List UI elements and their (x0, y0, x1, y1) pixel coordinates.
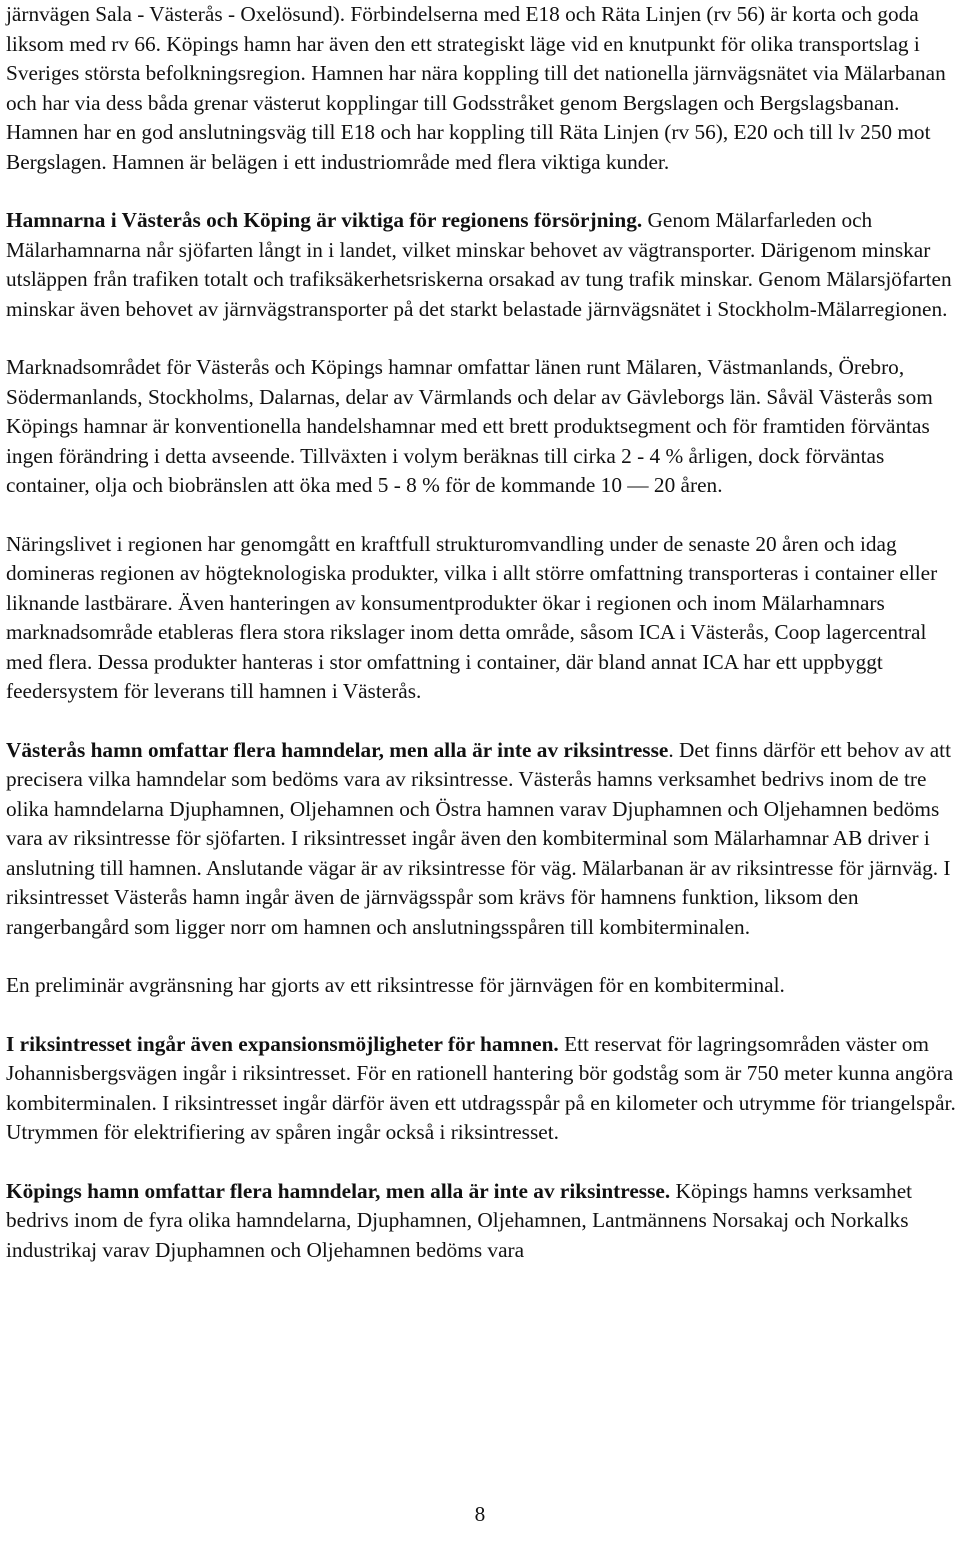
paragraph-7-lead: I riksintresset ingår även expansionsmöjligheter för hamnen. (6, 1031, 559, 1056)
paragraph-2-text: Genom Mälarfarleden och Mälarhamnarna når sjöfarten långt in i landet, vilket minskar behovet av vägtransporter. Därigenom minskar utsläppen från trafiken totalt och trafiksäkerhetsriskerna orsakad av tung trafik minskar. Genom Mälarsjöfarten minskar även behovet av järnvägstransporter på det starkt belastade järnvägsnätet i Stockholm-Mälarregionen. (6, 208, 952, 321)
paragraph-2 (6, 206, 956, 324)
paragraph-2-lead: Hamnarna i Västerås och Köping är viktiga för regionens försörjning. (6, 208, 643, 232)
paragraph-6 (6, 971, 956, 1001)
paragraph-5-lead: Västerås hamn omfattar flera hamndelar, men alla är inte av riksintresse (6, 737, 669, 762)
paragraph-5 (6, 736, 956, 943)
paragraph-4 (6, 530, 956, 707)
paragraph-8 (6, 1177, 956, 1266)
paragraph-5-text: . Det finns därför ett behov av att precisera vilka hamndelar som bedöms vara av riksintresse. Västerås hamns verksamhet bedrivs inom de tre olika hamndelarna Djuphamnen, Oljehamnen och Östra hamnen varav Djuphamnen och Oljehamnen bedöms vara av riksintresse för sjöfarten. I riksintresset ingår även den kombiterminal som Mälarhamnar AB driver i anslutning till hamnen. Anslutande vägar är av riksintresse för väg. Mälarbanan är av riksintresse för järnväg. I riksintresset Västerås hamn ingår även de järnvägsspår som krävs för hamnens funktion, liksom den rangerbangård som ligger norr om hamnen och anslutningsspåren till kombiterminalen. (6, 737, 952, 939)
paragraph-3-text: Marknadsområdet för Västerås och Köpings hamnar omfattar länen runt Mälaren, Västmanlands, Örebro, Södermanlands, Stockholms, Dalarnas, delar av Värmlands och delar av Gävleborgs län. Såväl Västerås som Köpings hamnar är konventionella handelshamnar med ett brett produktsegment och för framtiden förväntas ingen förändring i detta avseende. Tillväxten i volym beräknas till cirka 2 - 4 % årligen, dock förväntas container, olja och biobränslen att öka med 5 - 8 % för de kommande 10 — 20 åren. (6, 355, 933, 497)
paragraph-3 (6, 353, 956, 501)
paragraph-6-text: En preliminär avgränsning har gjorts av ett riksintresse för järnvägen för en kombiterminal. (6, 973, 785, 997)
paragraph-8-lead: Köpings hamn omfattar flera hamndelar, men alla är inte av riksintresse. (6, 1178, 671, 1203)
paragraph-7 (6, 1030, 956, 1148)
paragraph-1-text: järnvägen Sala - Västerås - Oxelösund). Förbindelserna med E18 och Räta Linjen (rv 56) är korta och goda liksom med rv 66. Köpings hamn har även den ett strategiskt läge vid en knutpunkt för olika transportslag i Sveriges största befolkningsregion. Hamnen har nära koppling till det nationella järnvägsnätet via Mälarbanan och har via dess båda grenar västerut kopplingar till Godsstråket genom Bergslagen och Bergslagsbanan. Hamnen har en god anslutningsväg till E18 och har koppling till Räta Linjen (rv 56), E20 och till lv 250 mot Bergslagen. Hamnen är belägen i ett industriområde med flera viktiga kunder. (6, 2, 946, 174)
paragraph-8-text: Köpings hamns verksamhet bedrivs inom de fyra olika hamndelarna, Djuphamnen, Oljehamnen, Lantmännens Norsakaj och Norkalks industrikaj varav Djuphamnen och Oljehamnen bedöms vara (6, 1178, 913, 1262)
paragraph-7-text: Ett reservat för lagringsområden väster om Johannisbergsvägen ingår i riksintresset. För en rationell hantering bör godståg som är 750 meter kunna angöra kombiterminalen. I riksintresset ingår därför även ett utdragsspår på en kilometer och utrymme för triangelspår. Utrymmen för elektrifiering av spåren ingår också i riksintresset. (6, 1031, 956, 1144)
paragraph-1 (6, 0, 956, 177)
page-number: 8 (474, 1502, 486, 1526)
document-body (6, 0, 956, 1265)
paragraph-4-text: Näringslivet i regionen har genomgått en kraftfull strukturomvandling under de senaste 20 åren och idag domineras regionen av högteknologiska produkter, vilka i allt större omfattning transporteras i container eller liknande lastbärare. Även hanteringen av konsumentprodukter ökar i regionen och inom Mälarhamnars marknadsområde etableras flera stora rikslager inom detta område, såsom ICA i Västerås, Coop lagercentral med flera. Dessa produkter hanteras i stor omfattning i container, där bland annat ICA har ett uppbyggt feedersystem för leverans till hamnen i Västerås. (6, 531, 938, 703)
